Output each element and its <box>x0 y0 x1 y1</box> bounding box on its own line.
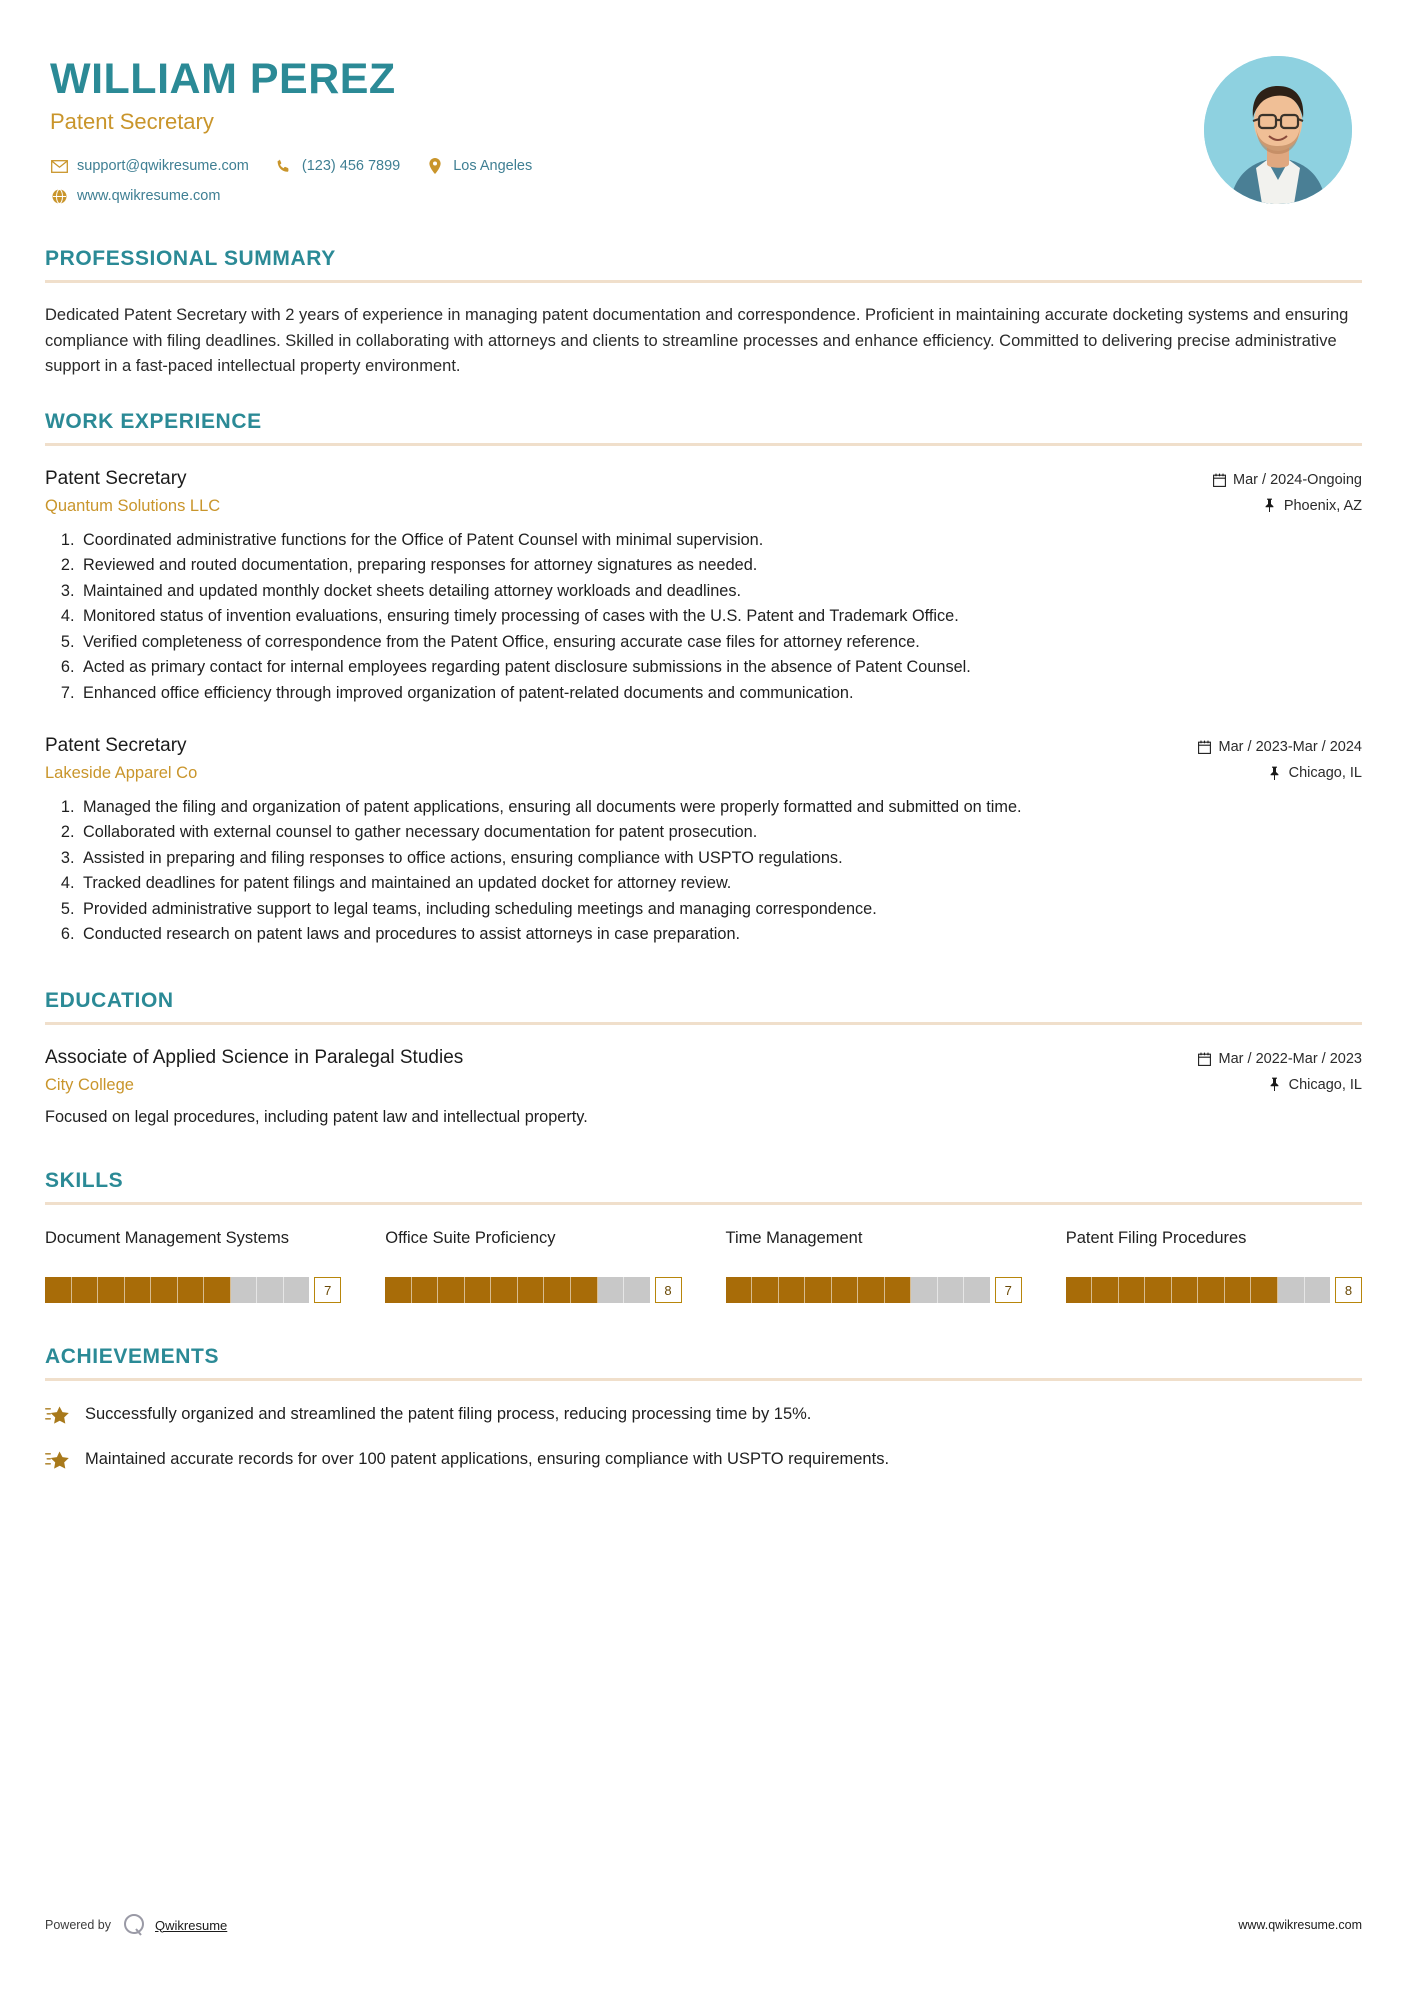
pushpin-icon <box>1268 766 1282 781</box>
entry-location <box>1198 765 1362 781</box>
skill-score: 7 <box>995 1277 1022 1303</box>
calendar-icon <box>1198 740 1212 755</box>
contact-email-text: support@qwikresume.com <box>77 158 249 175</box>
skill-segment <box>858 1277 885 1303</box>
skill-segment <box>571 1277 598 1303</box>
skill-segment <box>491 1277 518 1303</box>
entry-bullets <box>45 795 1362 947</box>
entry-header <box>45 735 1362 783</box>
skill-segment <box>204 1277 231 1303</box>
skill-bar-row <box>385 1277 681 1303</box>
entry-role: Patent Secretary <box>45 735 187 757</box>
section-professional-summary <box>45 247 1362 380</box>
entry-location <box>1212 498 1362 514</box>
brand-link[interactable]: Qwikresume <box>155 1917 228 1933</box>
skill-score: 7 <box>314 1277 341 1303</box>
skill-segment <box>805 1277 832 1303</box>
list-item: 7. Enhanced office efficiency through improved organization of patent-related documents and communication. <box>79 681 1362 705</box>
entry-left <box>45 735 1198 783</box>
entry-role: Patent Secretary <box>45 467 187 489</box>
achievement-text: Successfully organized and streamlined the patent filing process, reducing processing time by 15%. <box>85 1405 812 1424</box>
skill-segment <box>911 1277 938 1303</box>
section-divider <box>45 1202 1362 1205</box>
list-item: 1. Managed the filing and organization of patent applications, ensuring all documents were properly formatted and submitted on time. <box>79 795 1362 819</box>
skill-segment <box>1066 1277 1093 1303</box>
summary-text: Dedicated Patent Secretary with 2 years of experience in managing patent documentation and correspondence. Proficient in maintaining accurate docketing systems and ensuring compliance with filing deadlines. Skilled in collaborating with attorneys and clients to streamline processes and enhance efficiency. Committed to delivering precise administrative support in a fast-paced intellectual property environment. <box>45 306 1349 376</box>
skill-name: Document Management Systems <box>45 1229 289 1248</box>
achievement-text: Maintained accurate records for over 100 patent applications, ensuring compliance with USPTO requirements. <box>85 1450 890 1469</box>
list-item: 3. Maintained and updated monthly docket sheets detailing attorney workloads and deadlines. <box>79 579 1362 603</box>
section-title: WORK EXPERIENCE <box>45 409 262 433</box>
experience-entry <box>45 735 1362 947</box>
skill-segment <box>1278 1277 1305 1303</box>
skill-segment <box>1119 1277 1146 1303</box>
entry-company: Quantum Solutions LLC <box>45 496 221 515</box>
envelope-icon <box>50 157 68 175</box>
calendar-icon <box>1212 472 1226 487</box>
skill-segment <box>1198 1277 1225 1303</box>
entry-header <box>45 1047 1362 1095</box>
section-divider <box>45 280 1362 283</box>
skill-segment <box>438 1277 465 1303</box>
section-title: EDUCATION <box>45 988 174 1012</box>
header-job-title: Patent Secretary <box>50 109 214 135</box>
skills-grid <box>45 1227 1362 1303</box>
skill-segment <box>779 1277 806 1303</box>
contact-email[interactable] <box>50 157 249 175</box>
entry-location-text: Chicago, IL <box>1288 765 1362 782</box>
list-item <box>45 1403 1362 1428</box>
entry-meta <box>1198 735 1362 781</box>
entry-left <box>45 468 1212 516</box>
entry-location-text: Chicago, IL <box>1288 1076 1362 1093</box>
skill-segment <box>151 1277 178 1303</box>
entry-location <box>1198 1077 1362 1093</box>
list-item: 6. Conducted research on patent laws and procedures to assist attorneys in case preparation. <box>79 922 1362 946</box>
contact-location-text: Los Angeles <box>453 158 533 175</box>
contact-website-text: www.qwikresume.com <box>77 188 221 205</box>
list-item: 3. Assisted in preparing and filing responses to office actions, ensuring compliance with USPTO regulations. <box>79 846 1362 870</box>
contact-phone-text: (123) 456 7899 <box>301 158 401 175</box>
section-divider <box>45 443 1362 446</box>
entry-dates <box>1198 1051 1362 1067</box>
skill-name: Time Management <box>725 1229 863 1248</box>
calendar-icon <box>1198 1051 1212 1066</box>
avatar <box>1204 56 1352 204</box>
skill-item <box>1066 1227 1362 1303</box>
skill-score: 8 <box>655 1277 682 1303</box>
skill-segment <box>385 1277 412 1303</box>
entry-meta <box>1198 1047 1362 1093</box>
skill-bar-row <box>45 1277 341 1303</box>
entry-bullets <box>45 528 1362 705</box>
skill-segment <box>518 1277 545 1303</box>
skill-bar <box>1066 1277 1330 1303</box>
skill-segment <box>125 1277 152 1303</box>
avatar-illustration <box>1204 56 1352 204</box>
skill-bar <box>385 1277 649 1303</box>
list-item <box>45 1448 1362 1473</box>
footer-branding <box>45 1912 227 1938</box>
skill-bar-row <box>1066 1277 1362 1303</box>
page-footer <box>45 1912 1362 1938</box>
powered-by-label: Powered by <box>45 1918 112 1932</box>
skill-segment <box>231 1277 258 1303</box>
list-item: 5. Provided administrative support to legal teams, including scheduling meetings and managing correspondence. <box>79 897 1362 921</box>
skill-segment <box>1305 1277 1331 1303</box>
education-school: City College <box>45 1075 134 1094</box>
section-achievements <box>45 1345 1362 1473</box>
entry-left <box>45 1047 1198 1095</box>
star-icon <box>45 1449 71 1473</box>
skill-item <box>385 1227 725 1303</box>
footer-website[interactable]: www.qwikresume.com <box>1238 1918 1362 1932</box>
contact-phone[interactable] <box>275 157 400 175</box>
section-education <box>45 989 1362 1129</box>
education-entry <box>45 1047 1362 1129</box>
section-skills <box>45 1169 1362 1303</box>
section-divider <box>45 1378 1362 1381</box>
entry-dates <box>1212 472 1362 488</box>
skill-segment <box>45 1277 72 1303</box>
skill-segment <box>885 1277 912 1303</box>
contact-row <box>50 187 1204 205</box>
qwikresume-logo-icon <box>121 1912 147 1938</box>
skill-bar <box>45 1277 309 1303</box>
header-left <box>45 56 1204 217</box>
achievements-list <box>45 1403 1362 1473</box>
skill-item <box>726 1227 1066 1303</box>
contact-website[interactable] <box>50 187 220 205</box>
education-description: Focused on legal procedures, including patent law and intellectual property. <box>45 1107 588 1126</box>
section-title: PROFESSIONAL SUMMARY <box>45 247 336 271</box>
experience-entry <box>45 468 1362 705</box>
section-title: SKILLS <box>45 1169 124 1193</box>
pushpin-icon <box>1263 498 1277 513</box>
skill-name: Office Suite Proficiency <box>385 1229 556 1248</box>
skill-segment <box>726 1277 753 1303</box>
skill-segment <box>752 1277 779 1303</box>
resume-header <box>45 40 1362 217</box>
entry-dates-text: Mar / 2023-Mar / 2024 <box>1218 739 1362 756</box>
page-title: WILLIAM PEREZ <box>50 55 396 103</box>
contact-row <box>50 157 1204 175</box>
skill-bar <box>726 1277 990 1303</box>
skill-item <box>45 1227 385 1303</box>
entry-header <box>45 468 1362 516</box>
section-work-experience <box>45 410 1362 947</box>
skill-segment <box>1145 1277 1172 1303</box>
section-divider <box>45 1022 1362 1025</box>
entry-meta <box>1212 468 1362 514</box>
skill-segment <box>465 1277 492 1303</box>
entry-dates-text: Mar / 2024-Ongoing <box>1233 471 1362 488</box>
section-title: ACHIEVEMENTS <box>45 1345 220 1369</box>
skill-segment <box>938 1277 965 1303</box>
pushpin-icon <box>1268 1077 1282 1092</box>
education-degree: Associate of Applied Science in Paralegal Studies <box>45 1046 464 1068</box>
contact-location <box>426 157 532 175</box>
list-item: 5. Verified completeness of correspondence from the Patent Office, ensuring accurate case files for attorney reference. <box>79 630 1362 654</box>
skill-segment <box>1251 1277 1278 1303</box>
entry-dates <box>1198 739 1362 755</box>
skill-segment <box>624 1277 650 1303</box>
entry-location-text: Phoenix, AZ <box>1283 497 1362 514</box>
list-item: 2. Reviewed and routed documentation, preparing responses for attorney signatures as needed. <box>79 553 1362 577</box>
skill-segment <box>72 1277 99 1303</box>
skill-segment <box>284 1277 310 1303</box>
skill-bar-row <box>726 1277 1022 1303</box>
skill-segment <box>1172 1277 1199 1303</box>
skill-segment <box>178 1277 205 1303</box>
list-item: 4. Tracked deadlines for patent filings and maintained an updated docket for attorney review. <box>79 871 1362 895</box>
globe-icon <box>50 187 68 205</box>
skill-segment <box>544 1277 571 1303</box>
skill-segment <box>832 1277 859 1303</box>
list-item: 6. Acted as primary contact for internal employees regarding patent disclosure submissions in the absence of Patent Counsel. <box>79 655 1362 679</box>
phone-icon <box>275 157 293 175</box>
skill-score: 8 <box>1335 1277 1362 1303</box>
skill-segment <box>257 1277 284 1303</box>
list-item: 2. Collaborated with external counsel to gather necessary documentation for patent prosecution. <box>79 820 1362 844</box>
skill-segment <box>98 1277 125 1303</box>
skill-segment <box>1225 1277 1252 1303</box>
skill-segment <box>1092 1277 1119 1303</box>
skill-segment <box>598 1277 625 1303</box>
entry-dates-text: Mar / 2022-Mar / 2023 <box>1218 1050 1362 1067</box>
map-pin-icon <box>426 157 444 175</box>
list-item: 1. Coordinated administrative functions for the Office of Patent Counsel with minimal supervision. <box>79 528 1362 552</box>
contact-info <box>50 157 1204 205</box>
entry-company: Lakeside Apparel Co <box>45 764 198 783</box>
skill-segment <box>412 1277 439 1303</box>
list-item: 4. Monitored status of invention evaluations, ensuring timely processing of cases with the U.S. Patent and Trademark Office. <box>79 604 1362 628</box>
skill-segment <box>964 1277 990 1303</box>
star-icon <box>45 1404 71 1428</box>
skill-name: Patent Filing Procedures <box>1065 1229 1247 1248</box>
